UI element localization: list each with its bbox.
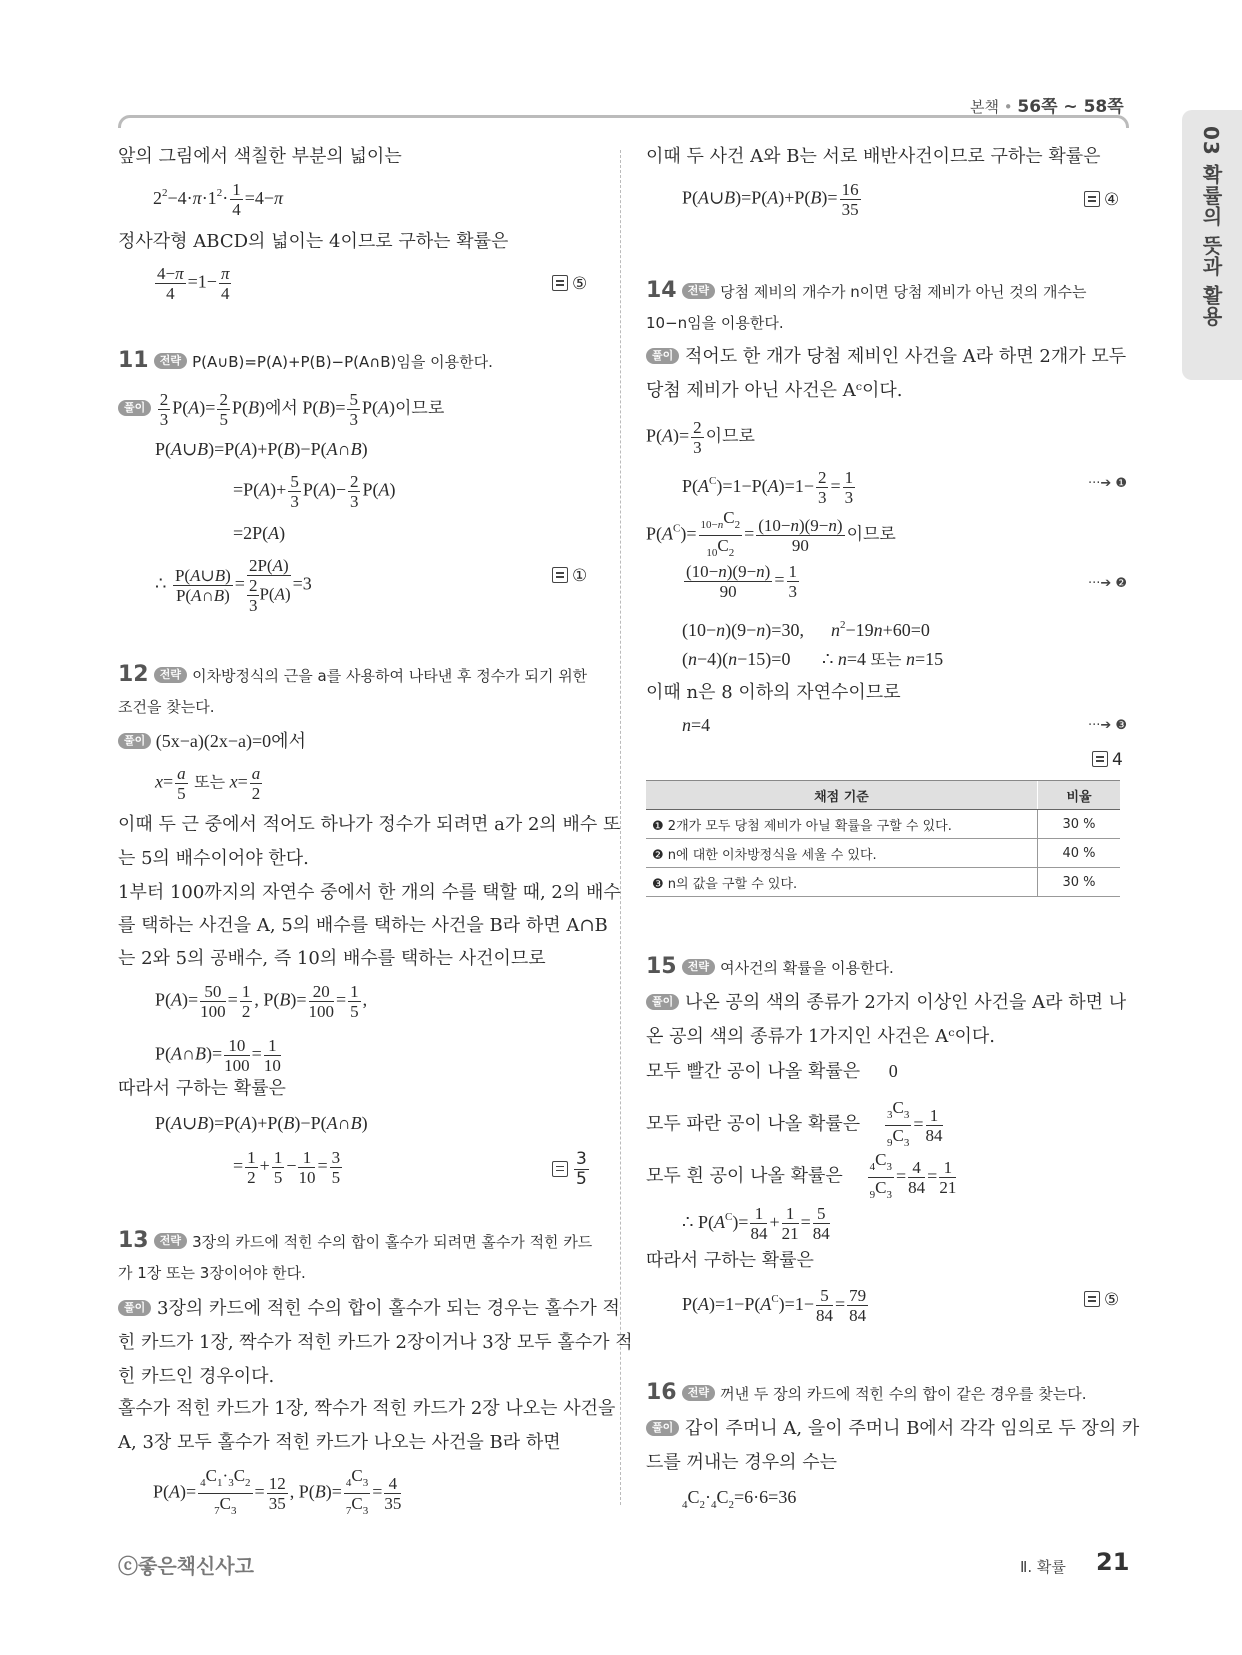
question-15 <box>646 954 894 979</box>
solution-14-line-1 <box>646 344 1126 370</box>
solution-15-result: $P(A)=1-P(A^C)=1-$ $\frac{5}{84}$ = $\frac{79}{84}$ <box>682 1286 867 1326</box>
strategy-text: P(A∪B)=P(A)+P(B)−P(A∩B)임을 이용한다. <box>192 353 493 371</box>
solution-16-line-2: 드를 꺼내는 경우의 수는 <box>646 1452 838 1473</box>
solution-15-text: 나온 공의 색의 종류가 2가지 이상인 사건을 A라 하면 나 <box>685 992 1127 1013</box>
question-number: 11 <box>118 348 149 373</box>
solution-tag: 풀이 <box>646 994 679 1010</box>
solution-12-line-3: 는 5의 배수이어야 한다. <box>118 848 309 869</box>
answer-icon <box>552 567 568 583</box>
solution-13-probs: P(A)= $\frac{_4C_1\cdot_3C_2}{_7C_3}$ = $\frac{12}{35}$ , P(B)= $\frac{_4C_3}{_7C_3}$ = $\frac{4}{35}$ <box>153 1466 402 1517</box>
strategy-tag: 전략 <box>682 283 715 299</box>
solution-12-intersection: P(A∩B)= $\frac{10}{100}$ = $\frac{1}{10}$ <box>155 1036 281 1075</box>
solution-11-suffix: 에서 <box>264 398 298 419</box>
ratio-cell: 40 % <box>1038 839 1121 868</box>
criterion-cell <box>646 839 1038 868</box>
strategy-text: 꺼낸 두 장의 카드에 적힌 수의 합이 같은 경우를 찾는다. <box>720 1385 1087 1403</box>
solution-14-n4: n=4 <box>682 715 711 735</box>
strategy-tag: 전략 <box>154 1233 187 1249</box>
step-marker-3: ···➔ ❸ <box>1088 718 1128 733</box>
answer-14 <box>1092 750 1123 770</box>
strategy-tag: 전략 <box>154 353 187 369</box>
solution-12-line-6: 는 2와 5의 공배수, 즉 10의 배수를 택하는 사건이므로 <box>118 948 546 969</box>
white-text: 모두 흰 공이 나올 확률은 <box>646 1165 843 1187</box>
solution-11-end: 이므로 <box>395 398 445 419</box>
answer-12 <box>552 1150 591 1189</box>
solution-tag: 풀이 <box>646 348 679 364</box>
or-text: 또는 <box>194 772 226 792</box>
solution-13-line-2: 힌 카드가 1장, 짝수가 적힌 카드가 2장이거나 3장 모두 홀수가 적 <box>118 1332 633 1353</box>
criterion-text: n에 대한 이차방정식을 세울 수 있다. <box>667 847 877 863</box>
solution-15-red <box>646 1058 898 1085</box>
strategy-text: 당첨 제비의 개수가 n이면 당첨 제비가 아닌 것의 개수는 <box>720 283 1087 301</box>
answer-10-value: ⑤ <box>572 274 588 294</box>
solution-14-text: 적어도 한 개가 당첨 제비인 사건을 A라 하면 2개가 모두 <box>685 346 1127 367</box>
solution-11-line-5: ∴ $\frac{P(A\cup B)}{P(A\cap B)}$ = 2P(A) $\frac{2}{3}$ P(A) =3 <box>155 556 312 615</box>
row-marker: ❶ <box>652 818 664 834</box>
strategy-tag: 전략 <box>682 959 715 975</box>
header-dot: • <box>1003 98 1013 116</box>
strategy-text: 3장의 카드에 적힌 수의 합이 홀수가 되려면 홀수가 적힌 카드 <box>192 1233 593 1251</box>
scoring-table <box>646 780 1120 897</box>
answer-icon <box>1084 191 1100 207</box>
answer-icon <box>1084 1291 1100 1307</box>
solution-14-pac-comb: $P(A^C)=$ $\frac{_{10-n}C_2}{_{10}C_2}$ = $\frac{(10-n)(9-n)}{90}$ 이므로 <box>646 508 896 559</box>
solution-15-blue: 모두 파란 공이 나올 확률은 $\frac{_3C_3}{_9C_3}$ = $\frac{1}{84}$ <box>646 1098 943 1149</box>
answer-13-value: ④ <box>1104 190 1120 210</box>
solution-15-line-1 <box>646 990 1126 1016</box>
page-header <box>970 92 1124 117</box>
table-row <box>646 868 1120 897</box>
row-marker: ❷ <box>652 847 664 863</box>
table-row <box>646 810 1120 839</box>
table-row <box>646 839 1120 868</box>
solution-12-union: P(A∪B)=P(A)+P(B)−P(A∩B) <box>155 1113 368 1133</box>
solution-14-line-2: 당첨 제비가 아닌 사건은 Aᶜ이다. <box>646 380 903 401</box>
solution-12-text: (5x−a)(2x−a)=0에서 <box>155 731 306 751</box>
strategy-tag: 전략 <box>682 1385 715 1401</box>
question-number: 15 <box>646 954 677 979</box>
solution-13-line-3: 힌 카드인 경우이다. <box>118 1366 275 1387</box>
strategy-text: 이차방정식의 근을 a를 사용하여 나타낸 후 정수가 되기 위한 <box>192 667 588 685</box>
solution-15-white: 모두 흰 공이 나올 확률은 $\frac{_4C_3}{_9C_3}$ = $\frac{4}{84}$ = $\frac{1}{21}$ <box>646 1150 957 1201</box>
criterion-text: 2개가 모두 당첨 제비가 아닐 확률을 구할 수 있다. <box>667 818 952 834</box>
solution-16-text: 갑이 주머니 A, 을이 주머니 B에서 각각 임의로 두 장의 카 <box>685 1418 1140 1439</box>
formula-13-union: P(A∪B)=P(A)+P(B)= $\frac{16}{35}$ <box>682 180 859 219</box>
suffix-text: 이므로 <box>705 426 755 447</box>
solution-12-line-2: 이때 두 근 중에서 적어도 하나가 정수가 되려면 a가 2의 배수 또 <box>118 814 621 835</box>
answer-13 <box>1084 190 1119 210</box>
formula-prob-10: $\frac{4-\pi}{4}$ =1− $\frac{\pi}{4}$ <box>157 264 230 303</box>
footer-section: Ⅱ. 확률 <box>1020 1558 1066 1576</box>
solution-12-line-5: 를 택하는 사건을 A, 5의 배수를 택하는 사건을 B라 하면 A∩B <box>118 915 608 936</box>
ratio-cell: 30 % <box>1038 868 1121 897</box>
header-rule <box>118 115 1129 128</box>
solution-13-line-4: 홀수가 적힌 카드가 1장, 짝수가 적힌 카드가 2장 나오는 사건을 <box>118 1398 616 1419</box>
solution-13-line-5: A, 3장 모두 홀수가 적힌 카드가 나오는 사건을 B라 하면 <box>118 1432 561 1453</box>
question-number: 12 <box>118 662 149 687</box>
answer-15 <box>1084 1290 1119 1310</box>
solution-tag: 풀이 <box>646 1420 679 1436</box>
criterion-cell <box>646 810 1038 839</box>
header-book: 본책 <box>970 98 999 116</box>
solution-13-text: 3장의 카드에 적힌 수의 합이 홀수가 되는 경우는 홀수가 적 <box>157 1298 620 1319</box>
solution-tag: 풀이 <box>118 1300 151 1316</box>
answer-14-value: 4 <box>1112 750 1123 770</box>
criterion-header: 채점 기준 <box>646 781 1038 810</box>
solution-12-line-1 <box>118 728 306 754</box>
solution-tag: 풀이 <box>118 733 151 749</box>
ratio-header: 비율 <box>1038 781 1121 810</box>
answer-12-value: $\frac{3}{5}$ <box>576 1149 587 1189</box>
intro-line-1: 앞의 그림에서 색칠한 부분의 넓이는 <box>118 146 402 167</box>
footer-publisher: ⓒ좋은책신사고 <box>118 1554 254 1578</box>
ratio-cell: 30 % <box>1038 810 1121 839</box>
solution-11-line-2: P(A∪B)=P(A)+P(B)−P(A∩B) <box>155 439 368 459</box>
solution-12-roots: x= $\frac{a}{5}$ 또는 x= $\frac{a}{2}$ <box>155 764 261 803</box>
strategy-tag: 전략 <box>154 667 187 683</box>
row-marker: ❸ <box>652 876 664 892</box>
side-tab-label: 03 확률의 뜻과 활용 <box>1199 126 1223 327</box>
suffix-text: 이므로 <box>846 524 896 545</box>
scoring-header-row <box>646 781 1120 810</box>
solution-12-probs: P(A)= $\frac{50}{100}$ = $\frac{1}{2}$ , P(B)= $\frac{20}{100}$ = $\frac{1}{5}$ , <box>155 982 368 1021</box>
solution-11-line-4: =2P(A) <box>233 523 286 543</box>
answer-11 <box>552 566 587 586</box>
solution-14-pa: P(A)= $\frac{2}{3}$ 이므로 <box>646 418 755 457</box>
solution-14-quadratic: (10−n)(9−n)=30, $n^2-19n+60=0$ <box>682 619 930 640</box>
answer-icon <box>1092 751 1108 767</box>
strategy-text-cont: 가 1장 또는 3장이어야 한다. <box>118 1264 306 1282</box>
header-pages: 56쪽 ~ 58쪽 <box>1017 97 1124 117</box>
solution-15-line-2: 온 공의 색의 종류가 1가지인 사건은 Aᶜ이다. <box>646 1026 995 1047</box>
solution-15-final: 따라서 구하는 확률은 <box>646 1250 814 1271</box>
strategy-text-cont: 조건을 찾는다. <box>118 698 215 716</box>
answer-10 <box>552 274 587 294</box>
solution-15-pac: ∴ $P(A^C)=$ $\frac{1}{84}$ + $\frac{1}{21}$ = $\frac{5}{84}$ <box>682 1204 830 1244</box>
solution-13-line-1 <box>118 1296 620 1322</box>
question-number: 13 <box>118 1228 149 1253</box>
step-marker-1: ···➔ ❶ <box>1088 476 1128 491</box>
question-number: 16 <box>646 1380 677 1405</box>
solution-12-line-4: 1부터 100까지의 자연수 중에서 한 개의 수를 택할 때, 2의 배수 <box>118 882 621 903</box>
criterion-text: n의 값을 구할 수 있다. <box>667 876 798 892</box>
solution-14-natural: 이때 n은 8 이하의 자연수이므로 <box>646 682 901 703</box>
question-number: 14 <box>646 278 677 303</box>
solution-14-factored: (n−4)(n−15)=0 ∴ n=4 또는 n=15 <box>682 649 944 669</box>
solution-16-count: $_4C_2\cdot_4C_2=6\cdot 6=36$ <box>682 1487 797 1511</box>
red-text: 모두 빨간 공이 나올 확률은 <box>646 1061 861 1082</box>
question-12 <box>118 662 587 687</box>
red-value: 0 <box>888 1061 898 1081</box>
solution-11-line-1: 풀이 $\frac{2}{3}$ P(A)= $\frac{2}{5}$ P(B)에서 P(B)= $\frac{5}{3}$ P(A)이므로 <box>118 390 444 429</box>
strategy-text-cont: 10−n임을 이용한다. <box>646 314 784 332</box>
solution-14-pac: $P(A^C)=1-P(A)=1-$ $\frac{2}{3}$ = $\frac{1}{3}$ <box>682 468 854 508</box>
right-top-line: 이때 두 사건 A와 B는 서로 배반사건이므로 구하는 확률은 <box>646 146 1101 167</box>
answer-icon <box>552 275 568 291</box>
question-14 <box>646 278 1087 303</box>
answer-icon <box>552 1161 568 1177</box>
intro-line-2: 정사각형 ABCD의 넓이는 4이므로 구하는 확률은 <box>118 231 509 252</box>
question-13 <box>118 1228 592 1253</box>
step-marker-2: ···➔ ❷ <box>1088 576 1128 591</box>
solution-12-line-7: 따라서 구하는 확률은 <box>118 1078 286 1099</box>
footer-page-number: 21 <box>1096 1548 1130 1576</box>
solution-tag: 풀이 <box>118 400 151 416</box>
solution-12-result: = $\frac{1}{2}$ + $\frac{1}{5}$ − $\frac{1}{10}$ = $\frac{3}{5}$ <box>233 1148 341 1187</box>
answer-15-value: ⑤ <box>1104 1290 1120 1310</box>
blue-text: 모두 파란 공이 나올 확률은 <box>646 1113 861 1135</box>
formula-area: $2^2-4\cdot\pi\cdot 1^2\cdot$ $\frac{1}{4}$ =4−π <box>153 180 284 220</box>
or-text: 또는 <box>870 650 902 669</box>
answer-11-value: ① <box>572 566 588 586</box>
strategy-text: 여사건의 확률을 이용한다. <box>720 959 894 977</box>
criterion-cell <box>646 868 1038 897</box>
question-11 <box>118 348 493 373</box>
question-16 <box>646 1380 1087 1405</box>
solution-11-line-3: =P(A)+ $\frac{5}{3}$ P(A)− $\frac{2}{3}$ P(A) <box>233 472 396 511</box>
solution-14-equation: $\frac{(10-n)(9-n)}{90}$ = $\frac{1}{3}$ <box>686 562 797 601</box>
solution-16-line-1 <box>646 1416 1139 1442</box>
